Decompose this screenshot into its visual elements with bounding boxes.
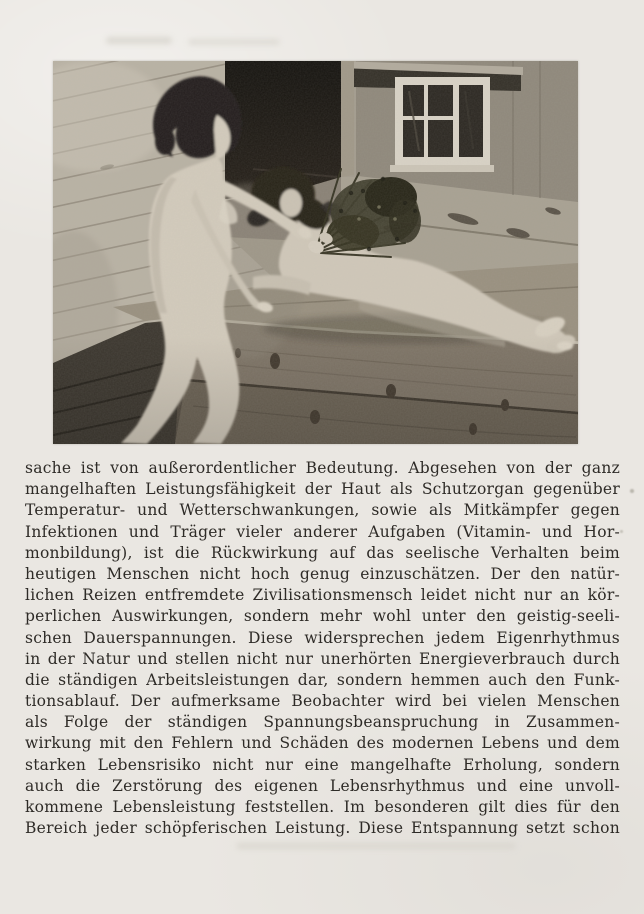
sauna-photo-illustration [53,61,578,444]
text-line: auch die Zerstörung des eigenen Lebensrhythmus und eine unvoll- [25,776,620,795]
text-line: sache ist von außerordentlicher Bedeutung. Abgesehen von der ganz [25,459,620,477]
print-smudge [188,39,280,45]
text-line: in der Natur und stellen nicht nur unerhörten Energieverbrauch durch [25,649,620,668]
text-line: tionsablauf. Der aufmerksame Beobachter wird bei vielen Menschen [25,692,620,711]
text-line: perlichen Auswirkungen, sondern mehr wohl unter den geistig-seeli- [25,607,620,626]
text-line: Bereich jeder schöpferischen Leistung. Diese Entspannung setzt schon [25,819,620,838]
print-smudge [106,37,172,44]
paper-speck [630,489,634,493]
text-line: heutigen Menschen nicht hoch genug einzuschätzen. Der den natür- [25,564,620,583]
paper-speck [620,530,623,533]
text-line: kommene Lebensleistung feststellen. Im besonderen gilt dies für den [25,798,620,816]
text-line: die ständigen Arbeitsleistungen dar, sondern hemmen auch den Funk- [25,670,620,689]
print-smudge [236,843,516,849]
body-text [25,458,620,839]
text-line: wirkung mit den Fehlern und Schäden des modernen Lebens und dem [25,734,620,753]
text-line: monbildung), ist die Rückwirkung auf das seelische Verhalten beim [25,543,620,562]
text-line: Temperatur- und Wetterschwankungen, sowie als Mitkämpfer gegen [25,501,620,520]
text-line: lichen Reizen entfremdete Zivilisationsmensch leidet nicht nur an kör- [25,586,620,605]
sauna-photograph [53,61,578,444]
text-line: schen Dauerspannungen. Diese widersprechen jedem Eigenrhythmus [25,628,620,647]
text-line: Infektionen und Träger vieler anderer Aufgaben (Vitamin- und Hor- [25,522,620,541]
text-line: starken Lebensrisiko nicht nur eine mangelhafte Erholung, sondern [25,755,620,774]
text-line: mangelhaften Leistungsfähigkeit der Haut als Schutzorgan gegenüber [25,480,620,499]
text-line: als Folge der ständigen Spannungsbeanspruchung in Zusammen- [25,713,620,732]
